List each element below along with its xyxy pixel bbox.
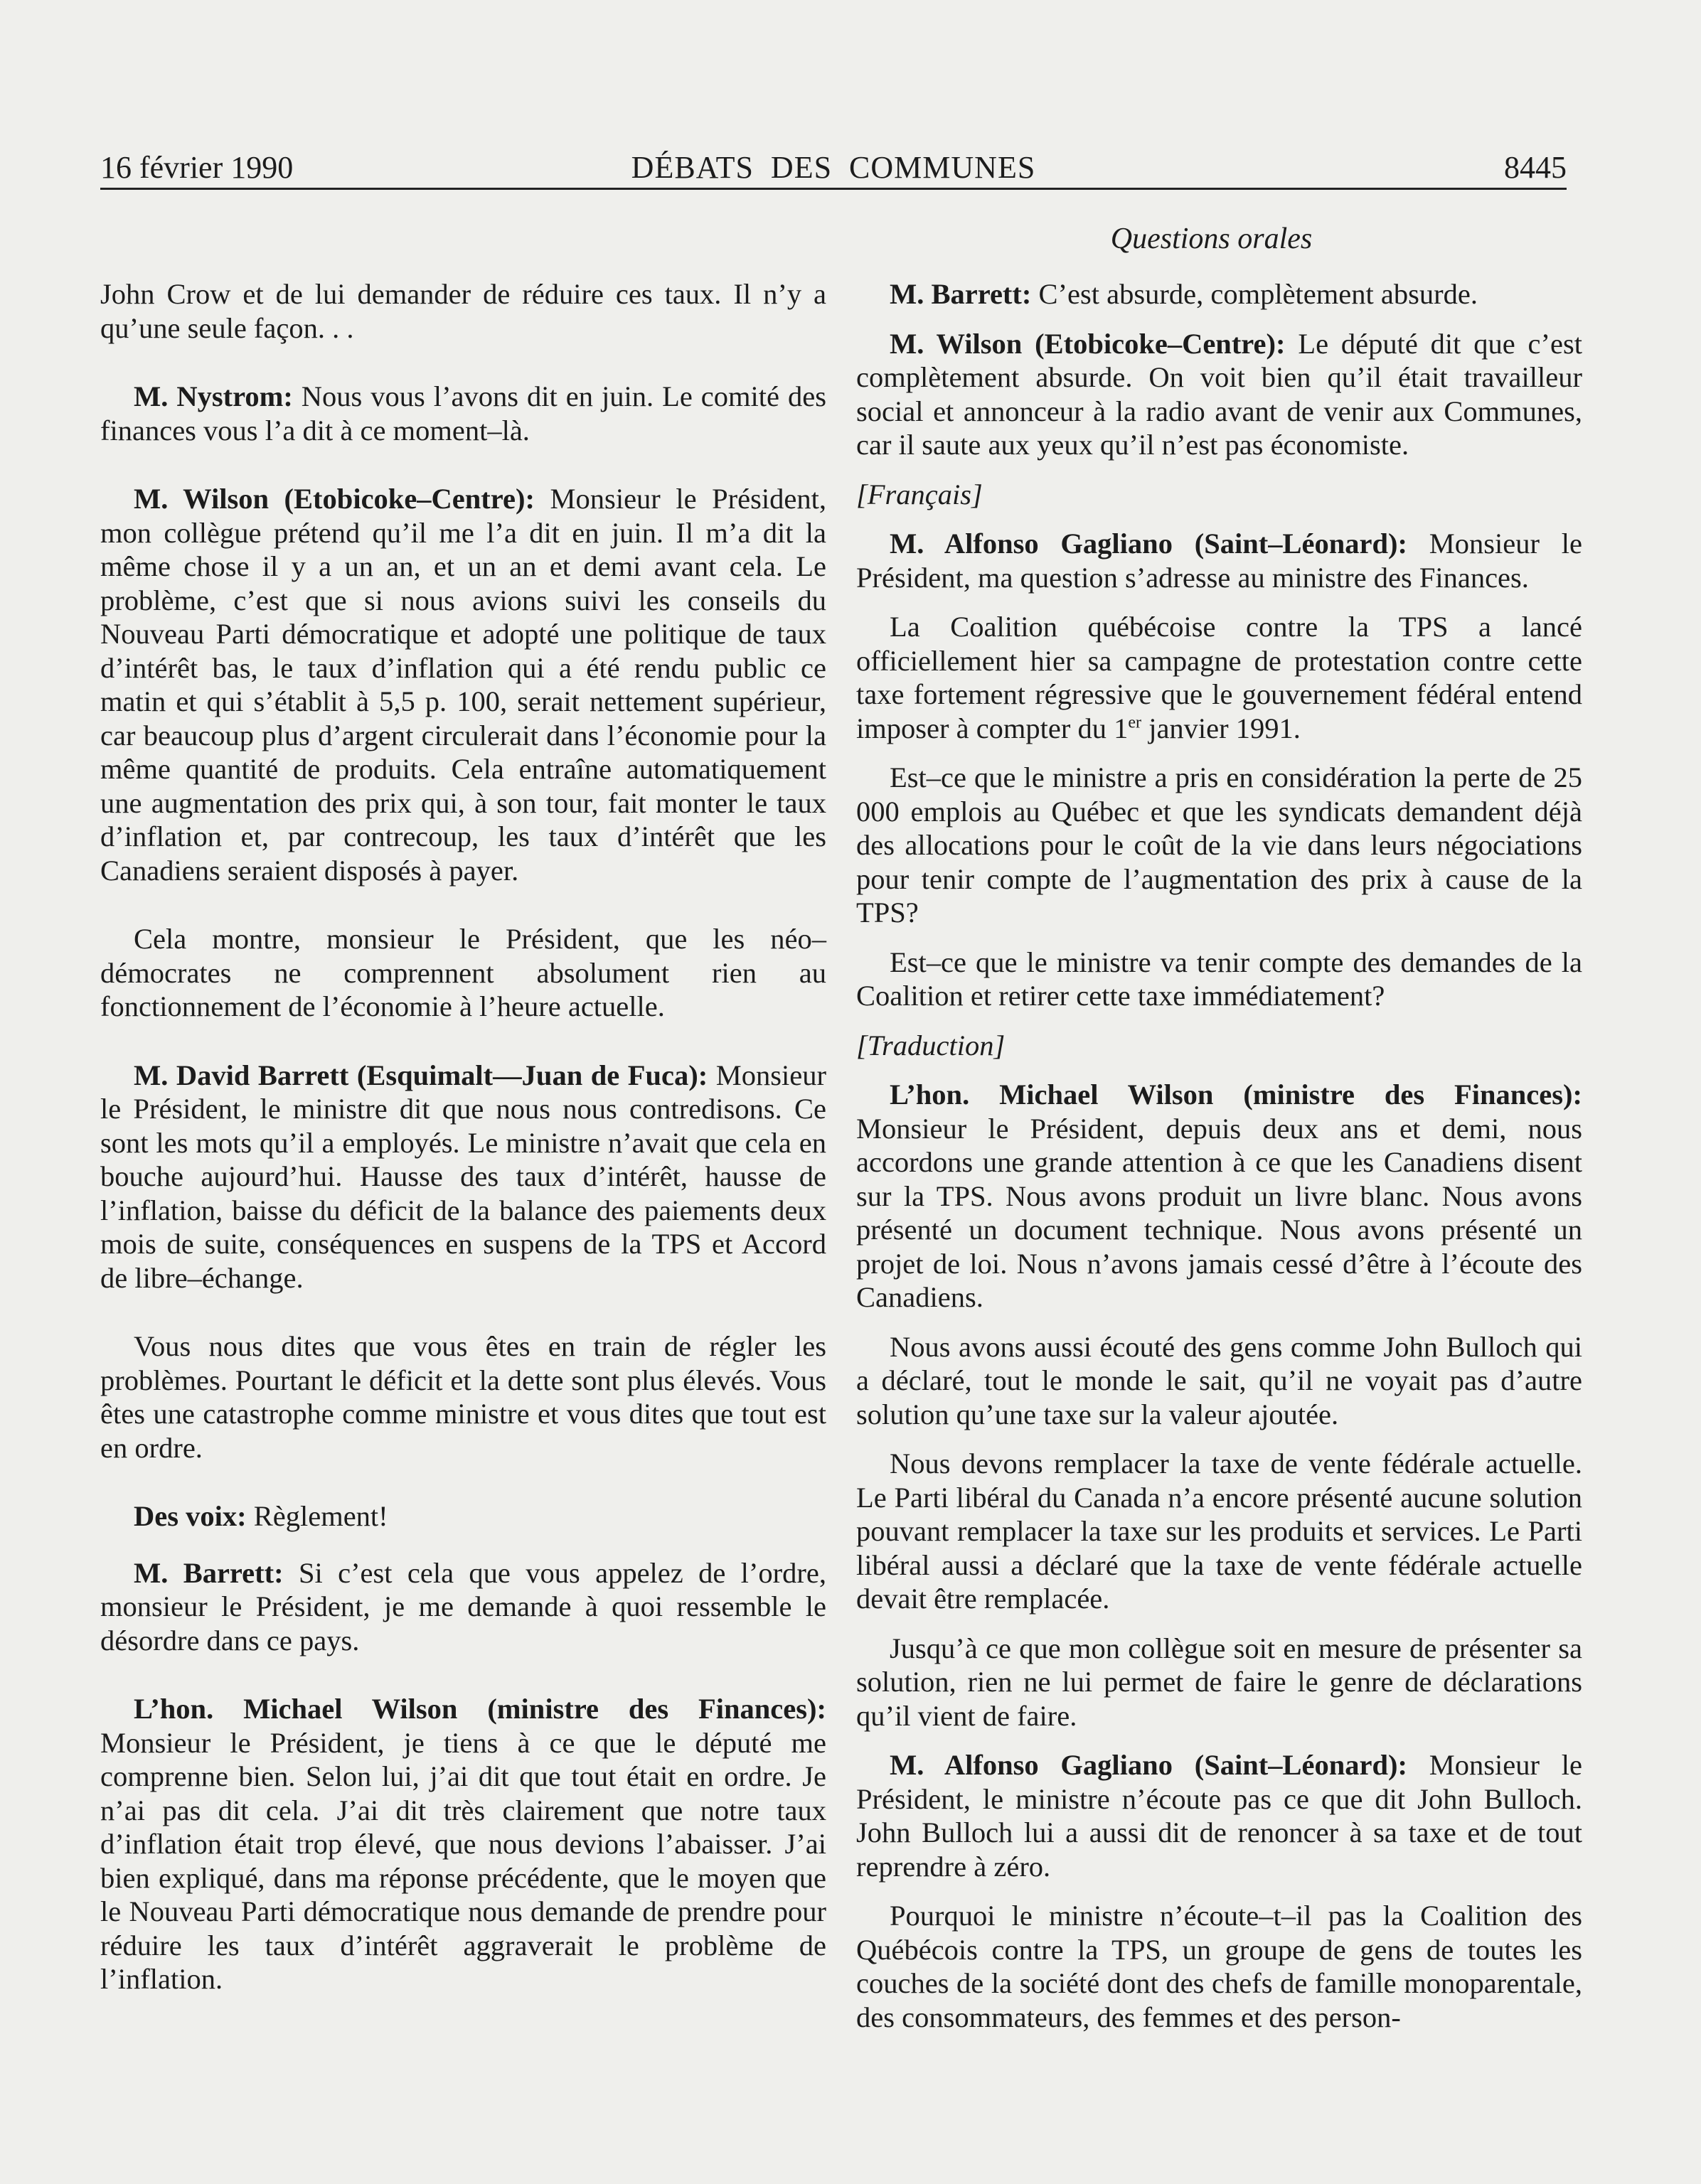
speech bbox=[100, 1059, 826, 1295]
speaker-name: M. Barrett: bbox=[890, 278, 1032, 310]
speaker-name: L’hon. Michael Wilson (ministre des Finances): bbox=[890, 1078, 1582, 1110]
speech-text: Monsieur le Président, depuis deux ans et demi, nous accordons une grande attention à ce que les Canadiens disent sur la TPS. Nous avons produit un livre blanc. Nous avons présenté un document technique. Nous avons présenté un projet de loi. Nous n’avons jamais cessé d’être à l’écoute des Canadiens. bbox=[856, 1112, 1582, 1313]
header-date: 16 février 1990 bbox=[100, 150, 294, 185]
header-page-number: 8445 bbox=[1504, 150, 1567, 185]
paragraph: Est–ce que le ministre a pris en considération la perte de 25 000 emplois au Québec et que les syndicats demandent déjà des allocations pour le coût de la vie dans leurs négociations pour tenir compte de l’augmentation des prix à cause de la TPS? bbox=[856, 761, 1582, 928]
speaker-name: M. Wilson (Etobicoke–Centre): bbox=[134, 483, 535, 515]
speech-text: Monsieur le Président, ma question s’adresse au ministre des Finances. bbox=[856, 528, 1583, 594]
speech bbox=[100, 380, 826, 447]
right-column bbox=[856, 277, 1582, 2034]
language-tag bbox=[856, 478, 1582, 512]
paragraph: Est–ce que le ministre va tenir compte des demandes de la Coalition et retirer cette taxe immédiatement? bbox=[856, 946, 1582, 1012]
left-column bbox=[100, 277, 826, 1996]
header-rule bbox=[100, 188, 1567, 190]
speech-text: Le député dit que c’est complètement absurde. On voit bien qu’il était travailleur social et annonceur à la radio avant de venir aux Communes, car il saute aux yeux qu’il n’est pas économiste. bbox=[856, 327, 1582, 461]
speech-text: C’est absurde, complètement absurde. bbox=[1031, 278, 1478, 310]
paragraph bbox=[856, 610, 1582, 745]
paragraph: Nous avons aussi écouté des gens comme John Bulloch qui a déclaré, tout le monde le sait, qu’il ne voyait pas d’autre solution qu’une taxe sur la valeur ajoutée. bbox=[856, 1330, 1582, 1430]
paragraph: John Crow et de lui demander de réduire ces taux. Il n’y a qu’une seule façon. . . bbox=[100, 278, 826, 344]
speech-text: Monsieur le Président, mon collègue prétend qu’il me l’a dit en juin. Il m’a dit la même chose il y a un an, et un an et demi avant cela. Le problème, c’est que si nous avions suivi les conseils du Nouveau Parti démocratique et adopté une politique de taux d’intérêt bas, le taux d’inflation qui a été rendu public ce matin et qui s’établit à 5,5 p. 100, serait nettement supérieur, car beaucoup plus d’argent circulerait dans l’économie pour la même quantité de produits. Cela entraîne automatiquement une augmentation des prix qui, à son tour, fait monter le taux d’inflation et, par contrecoup, les taux d’intérêt que les Canadiens seraient disposés à payer. bbox=[100, 483, 826, 887]
speech-text: Règlement! bbox=[246, 1500, 388, 1532]
speaker-name: M. David Barrett (Esquimalt—Juan de Fuca): bbox=[134, 1059, 708, 1091]
speech bbox=[856, 527, 1582, 594]
speech bbox=[856, 1078, 1582, 1315]
paragraph: Vous nous dites que vous êtes en train de régler les problèmes. Pourtant le déficit et la dette sont plus élevés. Vous êtes une catastrophe comme ministre et vous dites que tout est en ordre. bbox=[100, 1330, 826, 1464]
speaker-name: M. Wilson (Etobicoke–Centre): bbox=[890, 327, 1286, 360]
speech bbox=[100, 1499, 826, 1533]
page-header bbox=[100, 146, 1567, 189]
speech-text: Monsieur le Président, le ministre n’écoute pas ce que dit John Bulloch. John Bulloch lui a aussi dit de renoncer à sa taxe et de tout reprendre à zéro. bbox=[856, 1749, 1583, 1883]
speech bbox=[856, 1748, 1582, 1883]
speech-text: Monsieur le Président, je tiens à ce que le député me comprenne bien. Selon lui, j’ai dit que tout était en ordre. Je n’ai pas dit cela. J’ai dit très clairement que notre taux d’inflation était trop élevé, que nous devions l’abaisser. J’ai bien expliqué, dans ma réponse précédente, que le moyen que le Nouveau Parti démocratique nous demande de prendre pour réduire les taux d’intérêt aggraverait le problème de l’inflation. bbox=[100, 1726, 826, 1995]
speech bbox=[100, 1692, 826, 1996]
paragraph: Jusqu’à ce que mon collègue soit en mesure de présenter sa solution, rien ne lui permet de faire le genre de déclarations qu’il vient de faire. bbox=[856, 1632, 1582, 1732]
speech-text: Si c’est cela que vous appelez de l’ordre, monsieur le Président, je me demande à quoi ressemble le désordre dans ce pays. bbox=[100, 1556, 826, 1656]
section-label: Questions orales bbox=[1110, 223, 1313, 255]
language-tag-text: [Français] bbox=[856, 478, 983, 510]
language-tag bbox=[856, 1029, 1582, 1063]
paragraph-text: janvier 1991. bbox=[1141, 712, 1301, 744]
paragraph: Nous devons remplacer la taxe de vente fédérale actuelle. Le Parti libéral du Canada n’a encore présenté aucune solution pouvant remplacer la taxe sur les produits et services. Le Parti libéral aussi a déclaré que la taxe de vente fédérale actuelle devait être remplacée. bbox=[856, 1447, 1582, 1615]
speech bbox=[100, 482, 826, 887]
paragraph: Pourquoi le ministre n’écoute–t–il pas la Coalition des Québécois contre la TPS, un groupe de gens de toutes les couches de la société dont des chefs de famille monoparentale, des consommateurs, des femmes et des person- bbox=[856, 1900, 1582, 2033]
speaker-name: M. Nystrom: bbox=[134, 380, 293, 412]
paragraph-text: La Coalition québécoise contre la TPS a lancé officiellement hier sa campagne de protestation contre cette taxe fortement régressive que le gouvernement fédéral entend imposer à compter du 1 bbox=[856, 611, 1582, 744]
speech bbox=[100, 1556, 826, 1658]
speaker-name: M. Barrett: bbox=[134, 1556, 284, 1589]
paragraph: Cela montre, monsieur le Président, que les néo–démocrates ne comprennent absolument rien au fonctionnement de l’économie à l’heure actuelle. bbox=[100, 923, 826, 1022]
superscript: er bbox=[1128, 713, 1142, 732]
speaker-name: L’hon. Michael Wilson (ministre des Finances): bbox=[134, 1693, 826, 1725]
speech bbox=[856, 327, 1582, 462]
speech bbox=[856, 277, 1582, 311]
speaker-name: Des voix: bbox=[134, 1500, 247, 1532]
speaker-name: M. Alfonso Gagliano (Saint–Léonard): bbox=[890, 1749, 1407, 1781]
speech-text: Nous vous l’avons dit en juin. Le comité des finances vous l’a dit à ce moment–là. bbox=[100, 380, 826, 446]
header-title: DÉBATS DES COMMUNES bbox=[631, 150, 1036, 185]
speech-text: Monsieur le Président, le ministre dit que nous nous contredisons. Ce sont les mots qu’il a employés. Le ministre n’avait que cela en bouche aujourd’hui. Hausse des taux d’intérêt, hausse de l’inflation, baisse du déficit de la balance des paiements deux mois de suite, conséquences en suspens de la TPS et Accord de libre–échange. bbox=[100, 1059, 826, 1294]
speaker-name: M. Alfonso Gagliano (Saint–Léonard): bbox=[890, 528, 1407, 560]
language-tag-text: [Traduction] bbox=[856, 1029, 1006, 1061]
